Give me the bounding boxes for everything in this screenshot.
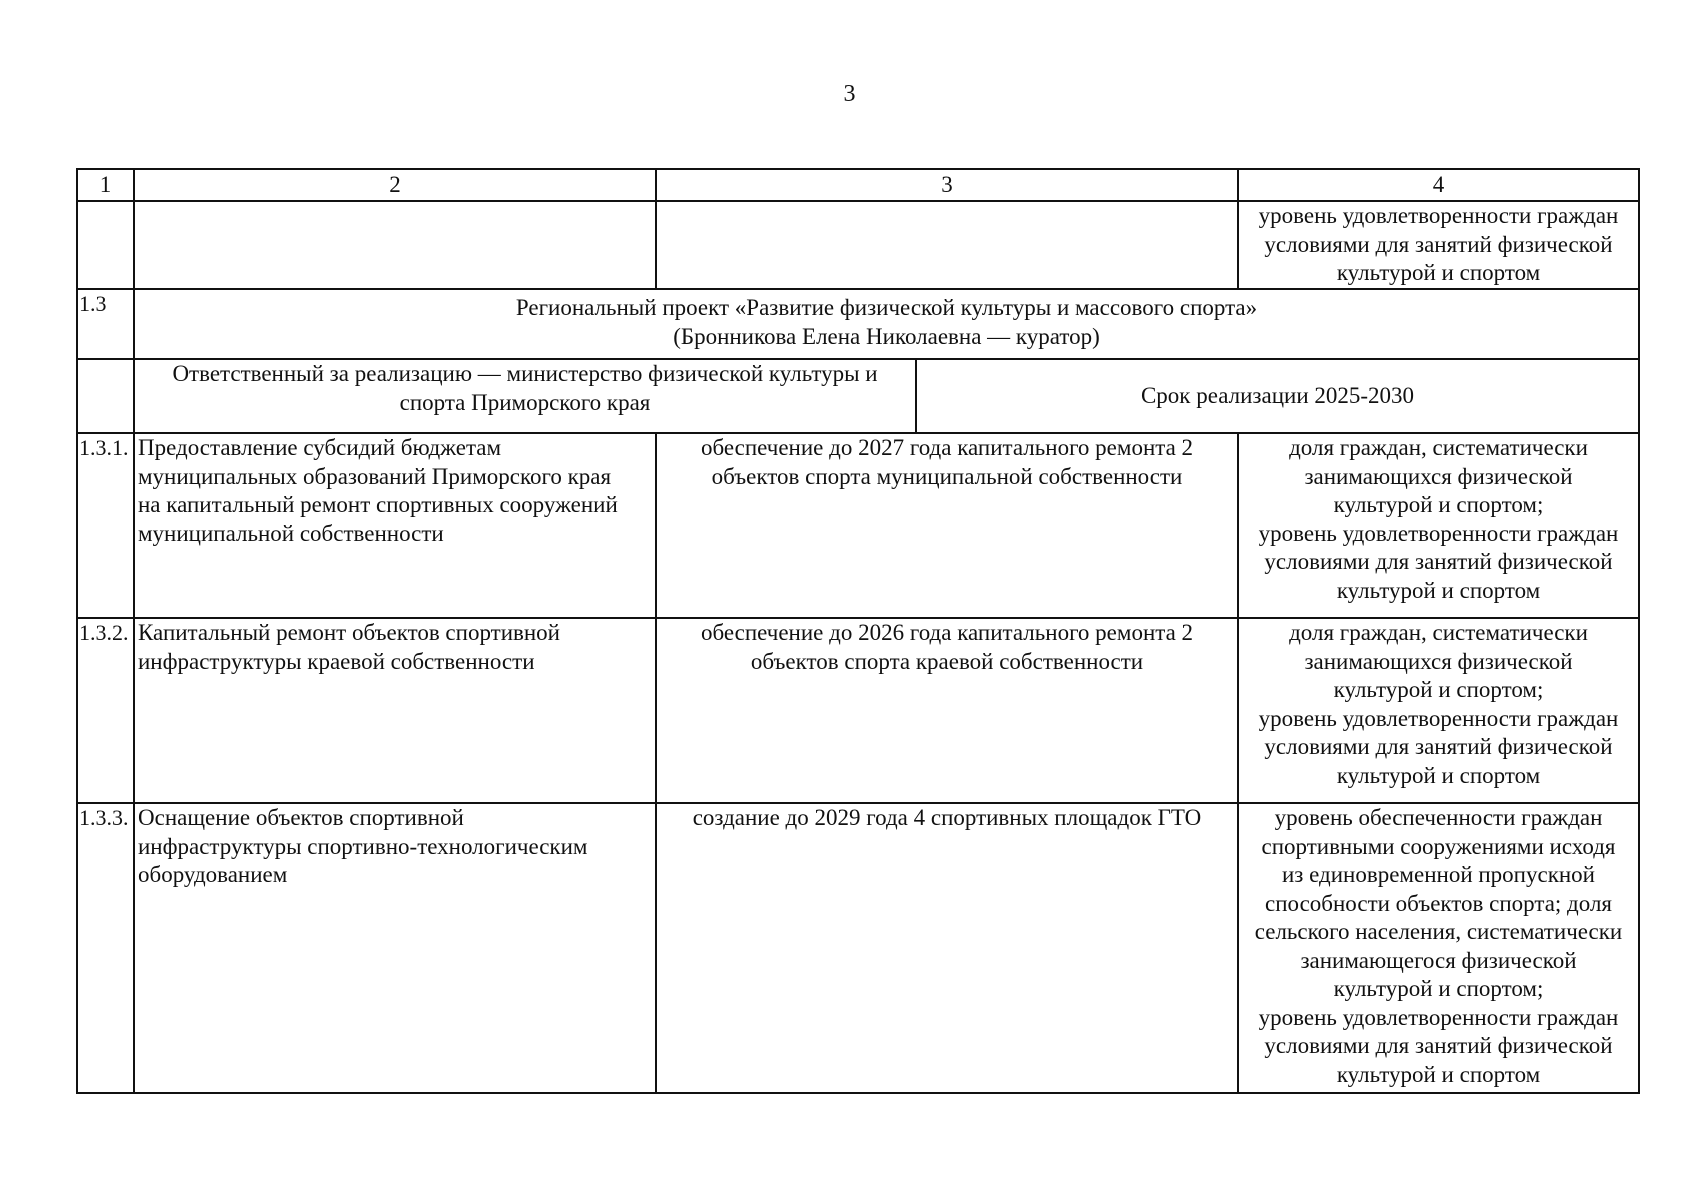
- header-col-4: 4: [1238, 169, 1639, 201]
- section-responsible-row: [77, 359, 1639, 433]
- result-cell: [656, 433, 1238, 618]
- indicator-line: условиями для занятий физической: [1264, 549, 1613, 574]
- responsible-text: Ответственный за реализацию — министерство физической культуры и: [172, 361, 878, 386]
- indicator-line: спортивными сооружениями исходя: [1261, 833, 1616, 859]
- indicator-line: культурой и спортом;: [1333, 677, 1544, 702]
- indicator-line: уровень обеспеченности граждан: [1274, 805, 1603, 830]
- task-line: оборудованием: [138, 862, 288, 887]
- header-col-3: 3: [656, 169, 1238, 201]
- cont-result-cell: [656, 201, 1238, 289]
- task-line: Капитальный ремонт объектов спортивной: [138, 620, 560, 645]
- cont-indicator-cell: [1238, 201, 1639, 289]
- indicator-line: доля граждан, систематически: [1289, 620, 1588, 645]
- indicator-line: занимающихся физической: [1304, 648, 1573, 674]
- header-col-2: 2: [134, 169, 656, 201]
- result-cell: [656, 803, 1238, 1093]
- responsible-number-cell: [77, 359, 134, 433]
- indicator-line: культурой и спортом: [1336, 1061, 1541, 1087]
- indicator-line: уровень удовлетворенности граждан: [1258, 1004, 1619, 1030]
- indicator-line: из единовременной пропускной: [1282, 862, 1595, 887]
- indicator-line: занимающегося физической: [1300, 947, 1577, 973]
- indicator-line: условиями для занятий физической: [1264, 231, 1613, 257]
- task-line: на капитальный ремонт спортивных сооружений: [138, 492, 618, 517]
- task-line: Оснащение объектов спортивной: [138, 805, 464, 830]
- section-curator: (Бронникова Елена Николаевна — куратор): [673, 323, 1100, 349]
- task-cell: [134, 433, 656, 618]
- result-line: создание до 2029 года 4 спортивных площадок ГТО: [692, 805, 1202, 830]
- task-line: муниципальных образований Приморского края: [138, 463, 612, 489]
- indicator-line: культурой и спортом: [1336, 762, 1541, 788]
- indicator-cell: [1238, 618, 1639, 803]
- indicator-cell: [1238, 803, 1639, 1093]
- result-line: объектов спорта краевой собственности: [750, 648, 1144, 674]
- cont-number-cell: [77, 201, 134, 289]
- task-line: инфраструктуры краевой собственности: [138, 648, 535, 674]
- section-title: Региональный проект «Развитие физической культуры и массового спорта»: [515, 295, 1258, 320]
- indicator-line: уровень удовлетворенности граждан: [1258, 203, 1619, 228]
- task-line: Предоставление субсидий бюджетам: [138, 435, 502, 460]
- row-number: 1.3.1.: [77, 433, 134, 618]
- responsible-cell: [135, 360, 916, 432]
- indicator-line: условиями для занятий физической: [1264, 734, 1613, 759]
- row-number: 1.3.3.: [77, 803, 134, 1093]
- task-line: инфраструктуры спортивно-технологическим: [138, 833, 588, 859]
- result-line: объектов спорта муниципальной собственности: [711, 463, 1183, 489]
- row-number: 1.3.2.: [77, 618, 134, 803]
- indicator-line: сельского населения, систематически: [1254, 919, 1623, 944]
- section-title-row: [77, 289, 1639, 359]
- indicator-line: культурой и спортом;: [1333, 976, 1544, 1001]
- responsible-text: спорта Приморского края: [399, 389, 651, 415]
- result-line: обеспечение до 2026 года капитального ремонта 2: [700, 620, 1194, 645]
- indicator-line: условиями для занятий физической: [1264, 1033, 1613, 1058]
- table-row: [77, 803, 1639, 1093]
- table-header-row: [77, 169, 1639, 201]
- result-line: обеспечение до 2027 года капитального ремонта 2: [700, 435, 1194, 460]
- section-title-cell: [134, 289, 1639, 359]
- cont-task-cell: [134, 201, 656, 289]
- indicator-line: культурой и спортом: [1336, 260, 1541, 285]
- term-cell: Срок реализации 2025-2030: [1140, 382, 1415, 408]
- task-cell: [134, 618, 656, 803]
- header-col-1: 1: [77, 169, 134, 201]
- indicator-line: культурой и спортом;: [1333, 492, 1544, 517]
- indicator-line: уровень удовлетворенности граждан: [1258, 520, 1619, 546]
- task-line: муниципальной собственности: [138, 520, 444, 546]
- responsible-term-table: [135, 360, 1638, 432]
- table-row: [77, 618, 1639, 803]
- continuation-row: [77, 201, 1639, 289]
- result-cell: [656, 618, 1238, 803]
- indicator-line: способности объектов спорта; доля: [1264, 890, 1612, 916]
- task-cell: [134, 803, 656, 1093]
- indicator-line: доля граждан, систематически: [1289, 435, 1588, 460]
- section-number: 1.3: [77, 289, 134, 359]
- indicator-line: уровень удовлетворенности граждан: [1258, 705, 1619, 731]
- measures-table: [76, 168, 1640, 1094]
- indicator-line: занимающихся физической: [1304, 463, 1573, 489]
- table-row: [77, 433, 1639, 618]
- indicator-line: культурой и спортом: [1336, 577, 1541, 603]
- page-number: 3: [843, 81, 856, 107]
- indicator-cell: [1238, 433, 1639, 618]
- responsible-wrap: [134, 359, 1639, 433]
